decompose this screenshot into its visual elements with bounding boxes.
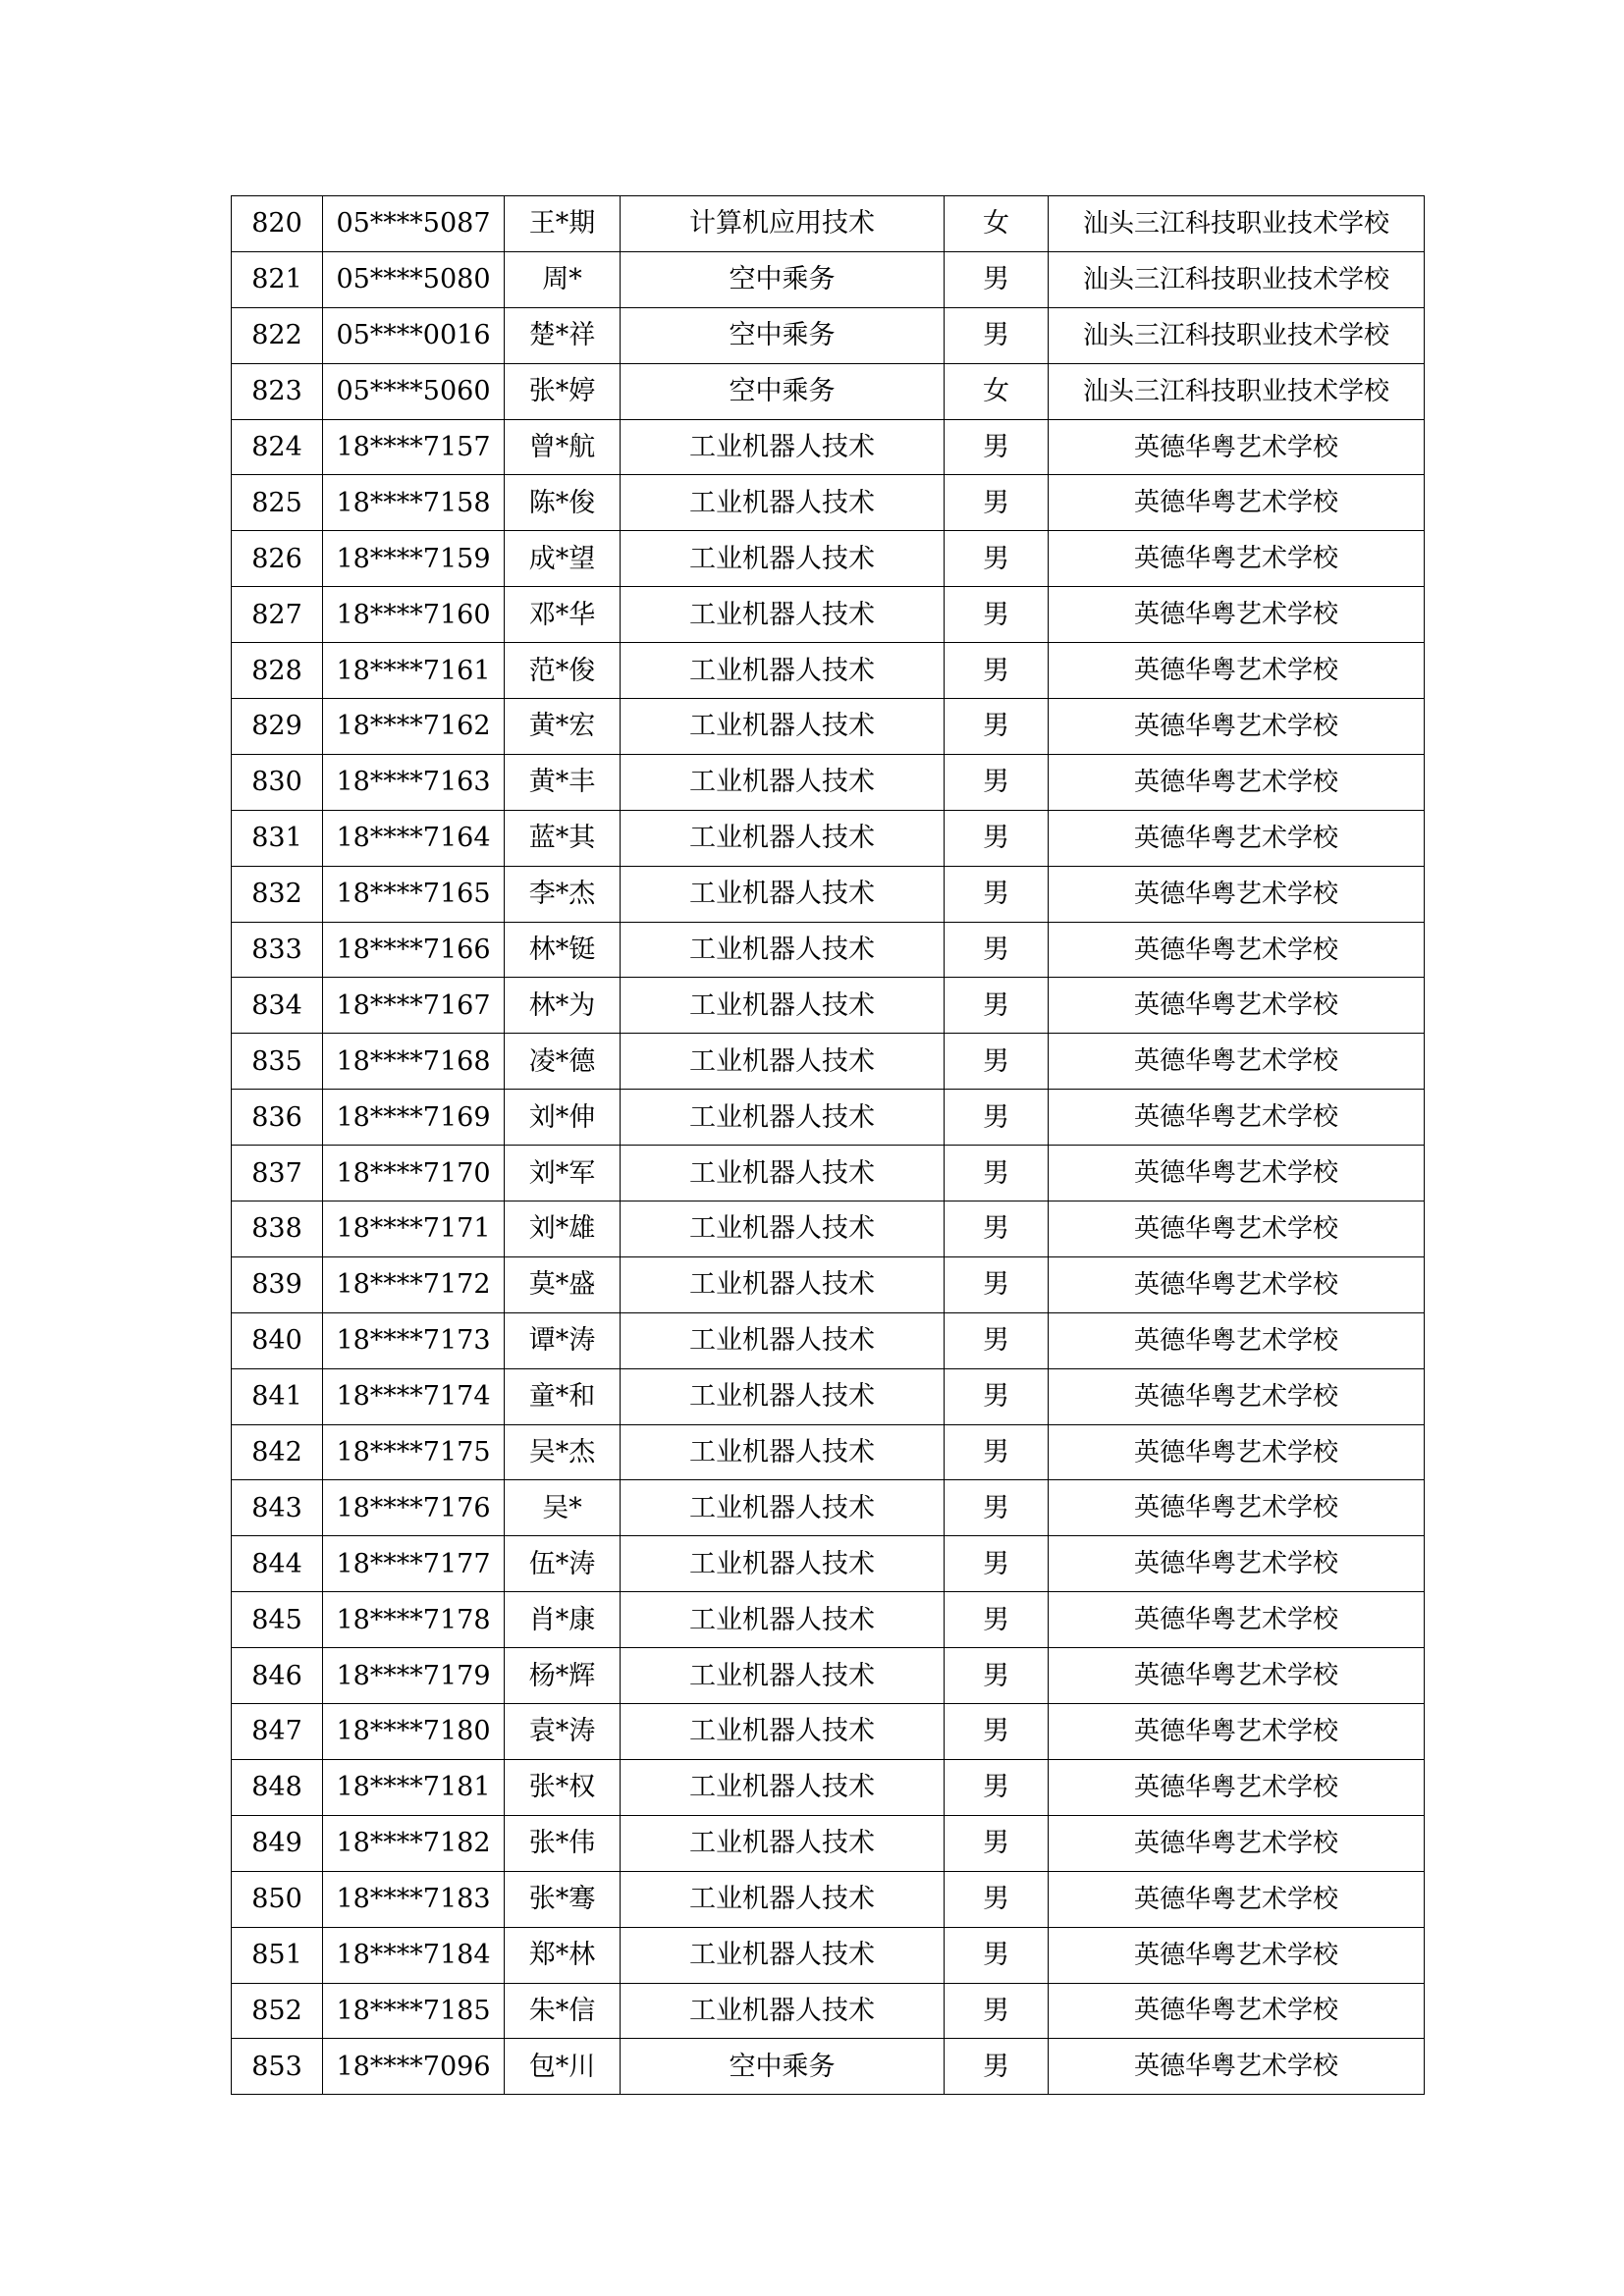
table-row [232, 1424, 1425, 1480]
table-row [232, 643, 1425, 699]
table-row [232, 363, 1425, 419]
id-number-cell: 18****7185 [323, 1983, 505, 2039]
table-row [232, 196, 1425, 252]
table-row [232, 2039, 1425, 2095]
id-number-cell: 18****7170 [323, 1146, 505, 1201]
row-number-cell: 848 [232, 1759, 323, 1815]
name-cell: 朱*信 [505, 1983, 621, 2039]
name-cell: 陈*俊 [505, 475, 621, 531]
gender-cell: 女 [945, 363, 1049, 419]
row-number-cell: 827 [232, 587, 323, 643]
row-number-cell: 853 [232, 2039, 323, 2095]
id-number-cell: 18****7163 [323, 754, 505, 810]
major-cell: 计算机应用技术 [621, 196, 945, 252]
name-cell: 张*权 [505, 1759, 621, 1815]
major-cell: 空中乘务 [621, 307, 945, 363]
table-row [232, 866, 1425, 922]
id-number-cell: 18****7180 [323, 1704, 505, 1760]
gender-cell: 男 [945, 699, 1049, 755]
table-row [232, 1759, 1425, 1815]
id-number-cell: 18****7162 [323, 699, 505, 755]
school-cell: 英德华粤艺术学校 [1049, 1592, 1425, 1648]
table-row [232, 531, 1425, 587]
major-cell: 工业机器人技术 [621, 810, 945, 866]
name-cell: 张*伟 [505, 1815, 621, 1871]
name-cell: 范*俊 [505, 643, 621, 699]
gender-cell: 男 [945, 1927, 1049, 1983]
row-number-cell: 829 [232, 699, 323, 755]
major-cell: 工业机器人技术 [621, 866, 945, 922]
name-cell: 黄*丰 [505, 754, 621, 810]
table-row [232, 1090, 1425, 1146]
table-row [232, 475, 1425, 531]
name-cell: 王*期 [505, 196, 621, 252]
name-cell: 邓*华 [505, 587, 621, 643]
id-number-cell: 05****5087 [323, 196, 505, 252]
id-number-cell: 18****7173 [323, 1312, 505, 1368]
gender-cell: 男 [945, 1648, 1049, 1704]
row-number-cell: 832 [232, 866, 323, 922]
row-number-cell: 840 [232, 1312, 323, 1368]
name-cell: 郑*林 [505, 1927, 621, 1983]
id-number-cell: 18****7182 [323, 1815, 505, 1871]
name-cell: 杨*辉 [505, 1648, 621, 1704]
major-cell: 工业机器人技术 [621, 1090, 945, 1146]
major-cell: 工业机器人技术 [621, 1201, 945, 1257]
table-row [232, 1312, 1425, 1368]
name-cell: 莫*盛 [505, 1256, 621, 1312]
gender-cell: 男 [945, 1704, 1049, 1760]
major-cell: 工业机器人技术 [621, 1256, 945, 1312]
id-number-cell: 18****7161 [323, 643, 505, 699]
gender-cell: 男 [945, 1146, 1049, 1201]
row-number-cell: 846 [232, 1648, 323, 1704]
name-cell: 林*铤 [505, 922, 621, 978]
id-number-cell: 18****7184 [323, 1927, 505, 1983]
school-cell: 英德华粤艺术学校 [1049, 1815, 1425, 1871]
id-number-cell: 18****7157 [323, 419, 505, 475]
table-row [232, 251, 1425, 307]
name-cell: 周* [505, 251, 621, 307]
table-row [232, 307, 1425, 363]
school-cell: 英德华粤艺术学校 [1049, 1704, 1425, 1760]
school-cell: 汕头三江科技职业技术学校 [1049, 307, 1425, 363]
major-cell: 工业机器人技术 [621, 1480, 945, 1536]
id-number-cell: 18****7158 [323, 475, 505, 531]
row-number-cell: 845 [232, 1592, 323, 1648]
id-number-cell: 18****7165 [323, 866, 505, 922]
major-cell: 空中乘务 [621, 2039, 945, 2095]
school-cell: 英德华粤艺术学校 [1049, 1759, 1425, 1815]
id-number-cell: 18****7181 [323, 1759, 505, 1815]
gender-cell: 男 [945, 978, 1049, 1034]
row-number-cell: 828 [232, 643, 323, 699]
table-row [232, 1034, 1425, 1090]
gender-cell: 男 [945, 1480, 1049, 1536]
table-row [232, 1146, 1425, 1201]
row-number-cell: 842 [232, 1424, 323, 1480]
id-number-cell: 18****7177 [323, 1536, 505, 1592]
major-cell: 工业机器人技术 [621, 754, 945, 810]
school-cell: 英德华粤艺术学校 [1049, 866, 1425, 922]
major-cell: 工业机器人技术 [621, 1368, 945, 1424]
gender-cell: 男 [945, 251, 1049, 307]
table-row [232, 922, 1425, 978]
id-number-cell: 18****7172 [323, 1256, 505, 1312]
school-cell: 汕头三江科技职业技术学校 [1049, 196, 1425, 252]
major-cell: 工业机器人技术 [621, 1983, 945, 2039]
major-cell: 工业机器人技术 [621, 643, 945, 699]
name-cell: 曾*航 [505, 419, 621, 475]
name-cell: 袁*涛 [505, 1704, 621, 1760]
table-row [232, 1536, 1425, 1592]
name-cell: 童*和 [505, 1368, 621, 1424]
gender-cell: 男 [945, 1983, 1049, 2039]
major-cell: 工业机器人技术 [621, 475, 945, 531]
gender-cell: 男 [945, 1034, 1049, 1090]
id-number-cell: 18****7178 [323, 1592, 505, 1648]
row-number-cell: 834 [232, 978, 323, 1034]
name-cell: 张*婷 [505, 363, 621, 419]
id-number-cell: 18****7168 [323, 1034, 505, 1090]
school-cell: 英德华粤艺术学校 [1049, 1871, 1425, 1927]
major-cell: 工业机器人技术 [621, 1704, 945, 1760]
major-cell: 空中乘务 [621, 363, 945, 419]
gender-cell: 男 [945, 1256, 1049, 1312]
row-number-cell: 822 [232, 307, 323, 363]
name-cell: 谭*涛 [505, 1312, 621, 1368]
name-cell: 肖*康 [505, 1592, 621, 1648]
major-cell: 工业机器人技术 [621, 978, 945, 1034]
table-row [232, 1648, 1425, 1704]
name-cell: 刘*伸 [505, 1090, 621, 1146]
row-number-cell: 826 [232, 531, 323, 587]
id-number-cell: 18****7164 [323, 810, 505, 866]
id-number-cell: 18****7171 [323, 1201, 505, 1257]
gender-cell: 男 [945, 307, 1049, 363]
gender-cell: 男 [945, 1536, 1049, 1592]
school-cell: 英德华粤艺术学校 [1049, 419, 1425, 475]
id-number-cell: 18****7174 [323, 1368, 505, 1424]
school-cell: 英德华粤艺术学校 [1049, 1146, 1425, 1201]
major-cell: 工业机器人技术 [621, 1759, 945, 1815]
gender-cell: 男 [945, 587, 1049, 643]
row-number-cell: 831 [232, 810, 323, 866]
major-cell: 工业机器人技术 [621, 699, 945, 755]
school-cell: 英德华粤艺术学校 [1049, 587, 1425, 643]
school-cell: 汕头三江科技职业技术学校 [1049, 251, 1425, 307]
gender-cell: 男 [945, 810, 1049, 866]
major-cell: 工业机器人技术 [621, 1871, 945, 1927]
table-row [232, 1871, 1425, 1927]
table-row [232, 1592, 1425, 1648]
row-number-cell: 838 [232, 1201, 323, 1257]
school-cell: 英德华粤艺术学校 [1049, 475, 1425, 531]
major-cell: 空中乘务 [621, 251, 945, 307]
table-row [232, 1815, 1425, 1871]
major-cell: 工业机器人技术 [621, 531, 945, 587]
gender-cell: 男 [945, 1759, 1049, 1815]
id-number-cell: 18****7179 [323, 1648, 505, 1704]
name-cell: 刘*雄 [505, 1201, 621, 1257]
gender-cell: 男 [945, 419, 1049, 475]
name-cell: 蓝*其 [505, 810, 621, 866]
school-cell: 英德华粤艺术学校 [1049, 1312, 1425, 1368]
id-number-cell: 05****5080 [323, 251, 505, 307]
gender-cell: 男 [945, 1201, 1049, 1257]
id-number-cell: 18****7159 [323, 531, 505, 587]
gender-cell: 男 [945, 922, 1049, 978]
name-cell: 吴*杰 [505, 1424, 621, 1480]
major-cell: 工业机器人技术 [621, 1424, 945, 1480]
gender-cell: 男 [945, 754, 1049, 810]
id-number-cell: 18****7167 [323, 978, 505, 1034]
school-cell: 英德华粤艺术学校 [1049, 1983, 1425, 2039]
table-row [232, 1256, 1425, 1312]
gender-cell: 男 [945, 1424, 1049, 1480]
roster-body [232, 196, 1425, 2095]
name-cell: 伍*涛 [505, 1536, 621, 1592]
major-cell: 工业机器人技术 [621, 587, 945, 643]
id-number-cell: 18****7183 [323, 1871, 505, 1927]
table-row [232, 587, 1425, 643]
row-number-cell: 836 [232, 1090, 323, 1146]
gender-cell: 男 [945, 643, 1049, 699]
row-number-cell: 825 [232, 475, 323, 531]
row-number-cell: 844 [232, 1536, 323, 1592]
school-cell: 英德华粤艺术学校 [1049, 1034, 1425, 1090]
gender-cell: 女 [945, 196, 1049, 252]
row-number-cell: 849 [232, 1815, 323, 1871]
gender-cell: 男 [945, 1871, 1049, 1927]
row-number-cell: 851 [232, 1927, 323, 1983]
major-cell: 工业机器人技术 [621, 1034, 945, 1090]
table-row [232, 1983, 1425, 2039]
row-number-cell: 820 [232, 196, 323, 252]
row-number-cell: 833 [232, 922, 323, 978]
table-row [232, 1704, 1425, 1760]
gender-cell: 男 [945, 866, 1049, 922]
gender-cell: 男 [945, 1090, 1049, 1146]
gender-cell: 男 [945, 2039, 1049, 2095]
id-number-cell: 18****7169 [323, 1090, 505, 1146]
row-number-cell: 839 [232, 1256, 323, 1312]
gender-cell: 男 [945, 1592, 1049, 1648]
school-cell: 英德华粤艺术学校 [1049, 978, 1425, 1034]
student-roster-table [231, 195, 1425, 2095]
gender-cell: 男 [945, 531, 1049, 587]
major-cell: 工业机器人技术 [621, 1312, 945, 1368]
school-cell: 英德华粤艺术学校 [1049, 1480, 1425, 1536]
row-number-cell: 835 [232, 1034, 323, 1090]
row-number-cell: 841 [232, 1368, 323, 1424]
school-cell: 英德华粤艺术学校 [1049, 1201, 1425, 1257]
major-cell: 工业机器人技术 [621, 1146, 945, 1201]
school-cell: 英德华粤艺术学校 [1049, 1368, 1425, 1424]
table-row [232, 1927, 1425, 1983]
name-cell: 张*骞 [505, 1871, 621, 1927]
id-number-cell: 18****7160 [323, 587, 505, 643]
major-cell: 工业机器人技术 [621, 1815, 945, 1871]
table-row [232, 1368, 1425, 1424]
school-cell: 英德华粤艺术学校 [1049, 699, 1425, 755]
name-cell: 吴* [505, 1480, 621, 1536]
id-number-cell: 18****7096 [323, 2039, 505, 2095]
major-cell: 工业机器人技术 [621, 922, 945, 978]
school-cell: 英德华粤艺术学校 [1049, 643, 1425, 699]
name-cell: 楚*祥 [505, 307, 621, 363]
school-cell: 英德华粤艺术学校 [1049, 1424, 1425, 1480]
row-number-cell: 823 [232, 363, 323, 419]
name-cell: 成*望 [505, 531, 621, 587]
row-number-cell: 847 [232, 1704, 323, 1760]
school-cell: 英德华粤艺术学校 [1049, 922, 1425, 978]
school-cell: 英德华粤艺术学校 [1049, 2039, 1425, 2095]
table-row [232, 1480, 1425, 1536]
gender-cell: 男 [945, 1815, 1049, 1871]
school-cell: 英德华粤艺术学校 [1049, 1256, 1425, 1312]
major-cell: 工业机器人技术 [621, 1648, 945, 1704]
row-number-cell: 837 [232, 1146, 323, 1201]
school-cell: 英德华粤艺术学校 [1049, 1536, 1425, 1592]
row-number-cell: 821 [232, 251, 323, 307]
id-number-cell: 05****5060 [323, 363, 505, 419]
major-cell: 工业机器人技术 [621, 1536, 945, 1592]
row-number-cell: 850 [232, 1871, 323, 1927]
school-cell: 英德华粤艺术学校 [1049, 1648, 1425, 1704]
major-cell: 工业机器人技术 [621, 419, 945, 475]
table-row [232, 810, 1425, 866]
school-cell: 英德华粤艺术学校 [1049, 1927, 1425, 1983]
name-cell: 李*杰 [505, 866, 621, 922]
id-number-cell: 05****0016 [323, 307, 505, 363]
name-cell: 包*川 [505, 2039, 621, 2095]
major-cell: 工业机器人技术 [621, 1592, 945, 1648]
id-number-cell: 18****7175 [323, 1424, 505, 1480]
row-number-cell: 824 [232, 419, 323, 475]
row-number-cell: 830 [232, 754, 323, 810]
gender-cell: 男 [945, 1368, 1049, 1424]
name-cell: 凌*德 [505, 1034, 621, 1090]
table-row [232, 419, 1425, 475]
table-row [232, 754, 1425, 810]
school-cell: 英德华粤艺术学校 [1049, 531, 1425, 587]
school-cell: 英德华粤艺术学校 [1049, 754, 1425, 810]
row-number-cell: 843 [232, 1480, 323, 1536]
school-cell: 英德华粤艺术学校 [1049, 810, 1425, 866]
id-number-cell: 18****7176 [323, 1480, 505, 1536]
gender-cell: 男 [945, 1312, 1049, 1368]
major-cell: 工业机器人技术 [621, 1927, 945, 1983]
id-number-cell: 18****7166 [323, 922, 505, 978]
name-cell: 林*为 [505, 978, 621, 1034]
table-row [232, 1201, 1425, 1257]
school-cell: 汕头三江科技职业技术学校 [1049, 363, 1425, 419]
table-row [232, 699, 1425, 755]
school-cell: 英德华粤艺术学校 [1049, 1090, 1425, 1146]
row-number-cell: 852 [232, 1983, 323, 2039]
name-cell: 刘*军 [505, 1146, 621, 1201]
gender-cell: 男 [945, 475, 1049, 531]
name-cell: 黄*宏 [505, 699, 621, 755]
table-row [232, 978, 1425, 1034]
